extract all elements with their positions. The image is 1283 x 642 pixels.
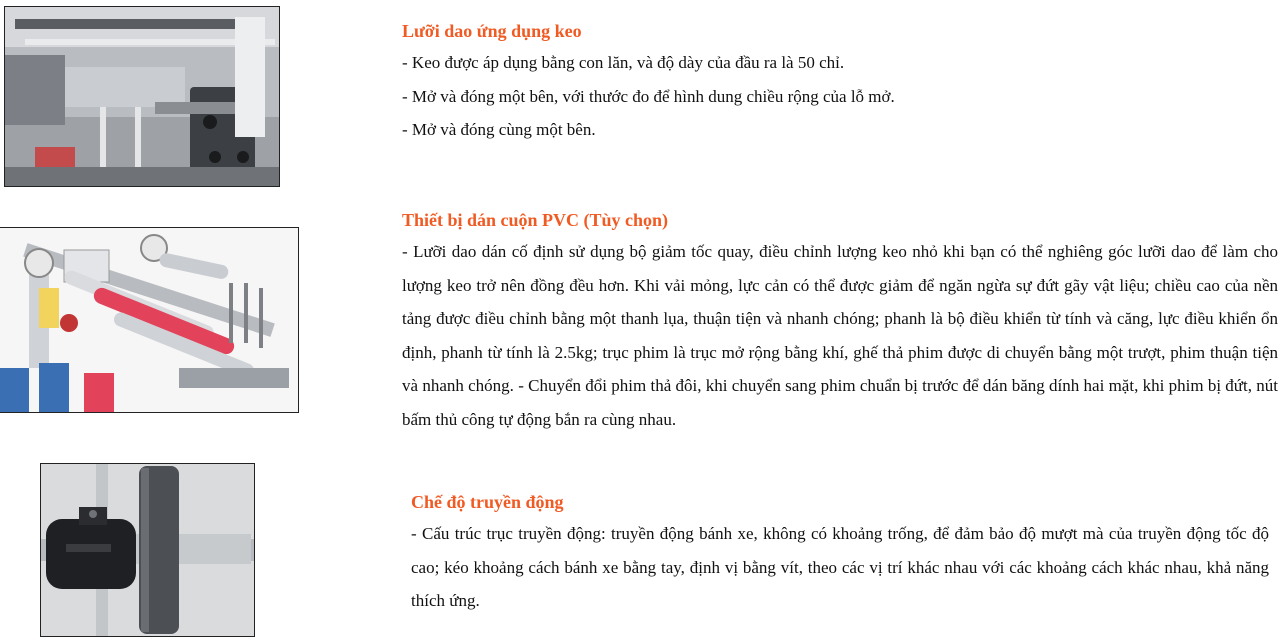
pvc-roll-laminating-unit-photo bbox=[0, 227, 299, 413]
section-title: Lưỡi dao ứng dụng keo bbox=[402, 21, 582, 41]
pvc-laminating-section bbox=[402, 209, 1278, 437]
drive-shaft-wheel-photo bbox=[40, 463, 255, 637]
feature-line: - Mở và đóng một bên, với thước đo để hình dung chiều rộng của lỗ mở. bbox=[402, 86, 895, 106]
section-description: - Cấu trúc trục truyền động: truyền động bánh xe, không có khoảng trống, để đảm bảo độ mượt mà của truyền động tốc độ cao; kéo khoảng cách bánh xe bằng tay, định vị bằng vít, theo các vị trí khác nhau với các khoảng cách khác nhau, khả năng thích ứng. bbox=[411, 524, 1269, 611]
section-description: - Lưỡi dao dán cố định sử dụng bộ giảm tốc quay, điều chỉnh lượng keo nhỏ khi bạn có thể nghiêng góc lưỡi dao để làm cho lượng keo trở nên đồng đều hơn. Khi vải mỏng, lực cản có thể được giảm để ngăn ngừa sự đứt gãy vật liệu; chiều cao của nền tảng được điều chỉnh bằng một thanh lụa, thuận tiện và nhanh chóng; phanh là bộ điều khiển từ tính và căng, lực điều khiển ổn định, phanh từ tính là 2.5kg; trục phim là trục mở rộng bằng khí, ghế thả phim được di chuyển bằng một trượt, phim thuận tiện và nhanh chóng. - Chuyển đổi phim thả đôi, khi chuyển sang phim chuẩn bị trước để dán băng dính hai mặt, khi phim bị đứt, nút bấm thủ công tự động bắn ra cùng nhau. bbox=[402, 242, 1278, 429]
feature-line: - Keo được áp dụng bằng con lăn, và độ dày của đầu ra là 50 chỉ. bbox=[402, 53, 845, 72]
glue-blade-machine-photo bbox=[4, 6, 280, 187]
glue-blade-section bbox=[402, 20, 1272, 147]
section-title: Chế độ truyền động bbox=[411, 492, 564, 512]
drive-mode-section bbox=[411, 491, 1269, 618]
feature-line: - Mở và đóng cùng một bên. bbox=[402, 120, 596, 139]
section-title: Thiết bị dán cuộn PVC (Tùy chọn) bbox=[402, 210, 669, 230]
